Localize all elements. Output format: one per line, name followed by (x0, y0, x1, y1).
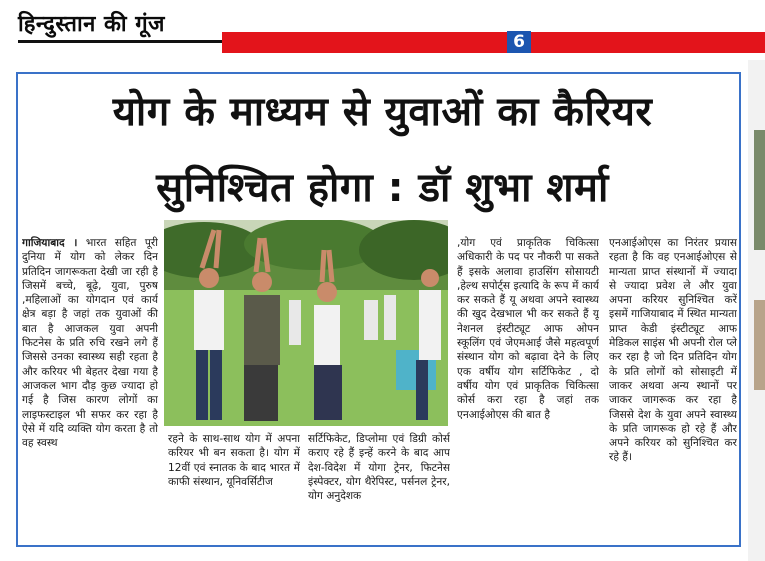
article-column-5: एनआईओएस का निरंतर प्रयास रहता है कि वह एनआईओएस से मान्यता प्राप्त संस्थानों में ज्यादा से ज्यादा प्रवेश ले और युवा अपना करियर सुनिश्चित करें इसमें गाजियाबाद में स्थित मान्यता प्राप्त केडी इंस्टीट्यूट आफ मेडिकल साइंस भी अपनी रोल प्ले कर रहा है जो दिन प्रतिदिन योग के प्रति लोगों को सोसाइटी में जाकर अथवा अन्य स्थानों पर जाकर जागरूक कर रहा है जिससे देश के युवा अपने स्वास्थ्य के प्रति जागरूक हो रहे हैं और अपने करियर को सुनिश्चित कर रहे हैं। (609, 237, 737, 464)
header-red-bar (222, 32, 765, 53)
adjacent-photo-1 (754, 130, 765, 250)
yoga-photo-icon (164, 220, 448, 426)
masthead (0, 0, 765, 58)
column-1-text: भारत सहित पूरी दुनिया में योग को लेकर दिन प्रतिदिन जागरूकता देखी जा रही है जिसमें बच्चे, बूढ़े, युवा, पुरुष ,महिलाओं का योगदान एवं कार्य क्षेत्र बड़ा है जहां तक युवाओं की बात है आजकल युवा अपनी फिटनेस के प्रति रुचि रखने लगे हैं जिससे उनका स्वास्थ्य सही रहता है और करियर भी बेहतर देखा गया है आजकल भाग दौड़ कुछ ज्यादा हो गई है जिस कारण लोगों का लाइफस्टाइल भी सफर कर रहा है ऐसे में यदि व्यक्ति योग करता है तो वह स्वस्थ (22, 237, 158, 450)
newspaper-brand: हिन्दुस्तान की गूंज (18, 12, 165, 37)
article-column-2: रहने के साथ-साथ योग में अपना करियर भी बन सकता है। योग में 12वीं एवं स्नातक के बाद भारत में काफी संस्थान, यूनिवर्सिटीज (168, 433, 300, 488)
headline-line-1: योग के माध्यम से युवाओं का कैरियर (112, 89, 653, 135)
dateline: गाजियाबाद । (22, 237, 78, 249)
article-column-3: सर्टिफिकेट, डिप्लोमा एवं डिग्री कोर्स कराए रहे हैं इन्हें करने के बाद आप देश-विदेश में योगा ट्रेनर, फिटनेस इंस्पेक्टर, योग थैरेपिस्ट, पर्सनल ट्रेनर, योग अनुदेशक (308, 433, 450, 503)
adjacent-photo-2 (754, 300, 765, 390)
article-column-1 (22, 236, 158, 536)
page-number: 6 (507, 31, 531, 53)
article-column-4: ,योग एवं प्राकृतिक चिकित्सा अधिकारी के पद पर नौकरी पा सकते हैं इसके अलावा हाउसिंग सोसायटी ,हेल्थ सपोर्ट्स इत्यादि के रूप में कार्य कर सकते हैं यू अथवा अपने स्वास्थ्य की खुद देखभाल भी कर सकते हैं यू नेशनल इंस्टीट्यूट आफ ओपन स्कूलिंग एवं जेएमआई जैसे महत्वपूर्ण संस्थान योग को बढ़ावा देने के लिए एक वर्षीय योग सर्टिफिकेट , दो वर्षीय योग एवं प्राकृतिक चिकित्सा कोर्स करा रहा है जहां तक एनआईओएस की बात है (457, 237, 599, 421)
yoga-group-photo (164, 220, 448, 426)
headline-line-2: सुनिश्चित होगा : डॉ शुभा शर्मा (156, 165, 609, 211)
brand-underline (18, 40, 223, 43)
